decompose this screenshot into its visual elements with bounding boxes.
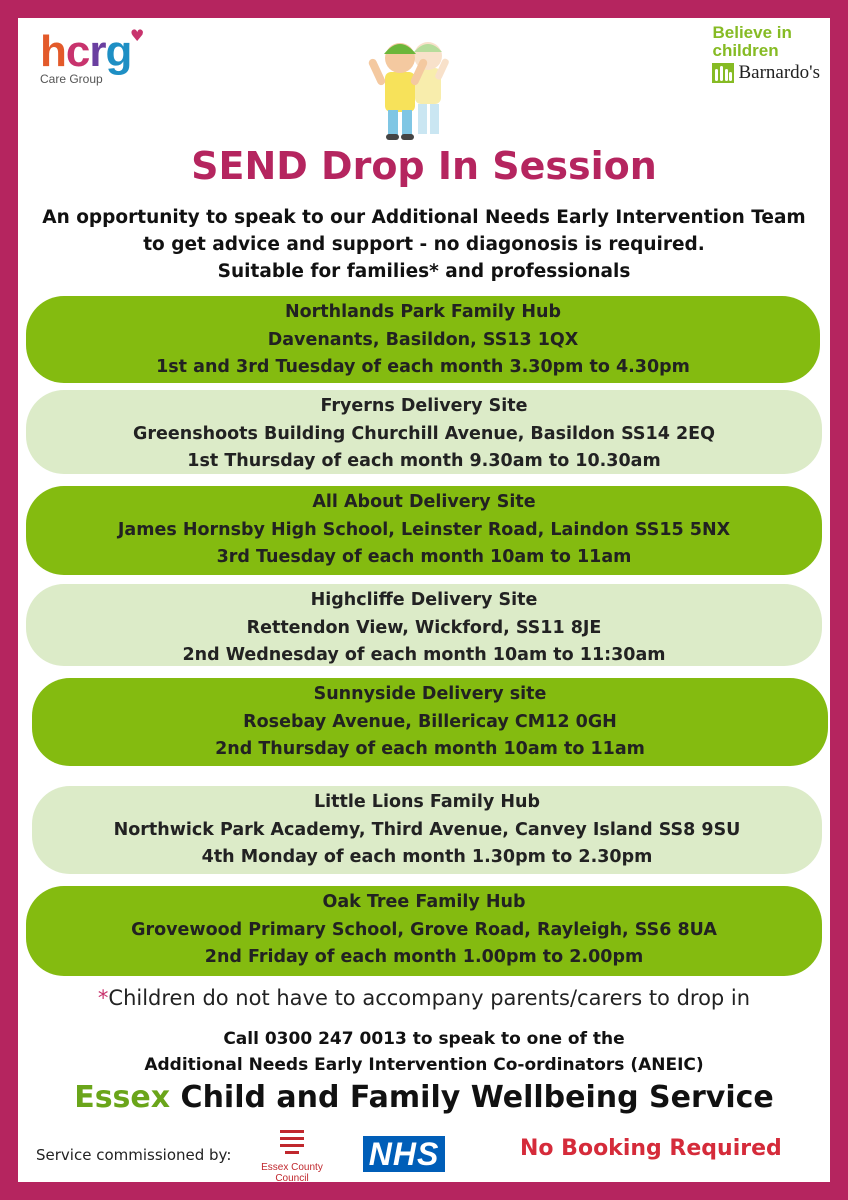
intro-text [18,204,830,285]
session-address: Northwick Park Academy, Third Avenue, Canvey Island SS8 9SU [113,819,741,840]
children-note [18,986,830,1010]
session-address: Davenants, Basildon, SS13 1QX [267,329,579,350]
session-card-northlands [26,296,820,383]
crest-icon [277,1126,307,1160]
call-line-1: Call 0300 247 0013 to speak to one of the [223,1029,625,1049]
session-schedule: 1st Thursday of each month 9.30am to 10.30am [187,451,661,471]
session-address: Rosebay Avenue, Billericay CM12 0GH [243,711,617,732]
children-silhouette-icon [712,63,734,83]
barnardos-name: Barnardo's [738,62,820,83]
service-name-rest: Child and Family Wellbeing Service [170,1080,774,1115]
session-card-fryerns [26,390,822,474]
session-address: Rettendon View, Wickford, SS11 8JE [246,617,602,638]
hcrg-logo-subtitle: Care Group [40,72,103,86]
session-name: Highcliffe Delivery Site [310,590,538,610]
call-line-2: Additional Needs Early Intervention Co-ordinators (ANEIC) [144,1055,704,1075]
session-name: Sunnyside Delivery site [313,684,547,704]
session-schedule: 2nd Thursday of each month 10am to 11am [215,739,645,759]
session-card-oak-tree [26,886,822,976]
session-schedule: 1st and 3rd Tuesday of each month 3.30pm to 4.30pm [156,357,690,377]
session-schedule: 4th Monday of each month 1.30pm to 2.30pm [201,847,653,867]
session-name: Fryerns Delivery Site [320,396,528,416]
children-waving-icon [363,28,463,143]
intro-line-1: An opportunity to speak to our Additional Needs Early Intervention Team [42,207,806,228]
session-card-highcliffe [26,584,822,666]
session-schedule: 2nd Friday of each month 1.00pm to 2.00pm [204,947,644,967]
service-name-essex: Essex [74,1080,171,1115]
asterisk: * [97,986,109,1010]
children-note-text: Children do not have to accompany parents/carers to drop in [108,986,751,1010]
call-info [18,1026,830,1078]
session-card-little-lions [32,786,822,874]
session-address: Greenshoots Building Churchill Avenue, Basildon SS14 2EQ [133,423,715,444]
intro-line-3: Suitable for families* and professionals [217,261,631,282]
intro-line-2: to get advice and support - no diagonosis is required. [143,234,705,255]
commissioned-by-label: Service commissioned by: [36,1146,232,1164]
hcrg-logo [40,26,145,86]
no-booking-label: No Booking Required [520,1136,782,1161]
session-address: Grovewood Primary School, Grove Road, Rayleigh, SS6 8UA [131,919,717,940]
nhs-logo: NHS [363,1136,445,1172]
hcrg-logo-wordmark: hcrg [40,27,132,76]
barnardos-tagline-2: children [712,41,779,60]
session-address: James Hornsby High School, Leinster Road, Laindon SS15 5NX [117,519,731,540]
session-card-all-about [26,486,822,575]
session-card-sunnyside [32,678,828,766]
heart-icon: ♥ [130,26,145,45]
session-schedule: 2nd Wednesday of each month 10am to 11:30am [182,645,666,665]
session-name: Little Lions Family Hub [313,792,541,812]
essex-county-council-label: Essex County Council [261,1162,323,1184]
session-name: All About Delivery Site [312,492,536,512]
page-title: SEND Drop In Session [191,144,657,188]
barnardos-tagline-1: Believe in [712,23,792,42]
session-schedule: 3rd Tuesday of each month 10am to 11am [216,547,632,567]
service-name [18,1080,830,1115]
poster [18,18,830,1182]
session-name: Northlands Park Family Hub [284,302,562,322]
barnardos-logo [712,24,820,84]
session-name: Oak Tree Family Hub [322,892,526,912]
essex-county-council-logo [244,1126,340,1184]
